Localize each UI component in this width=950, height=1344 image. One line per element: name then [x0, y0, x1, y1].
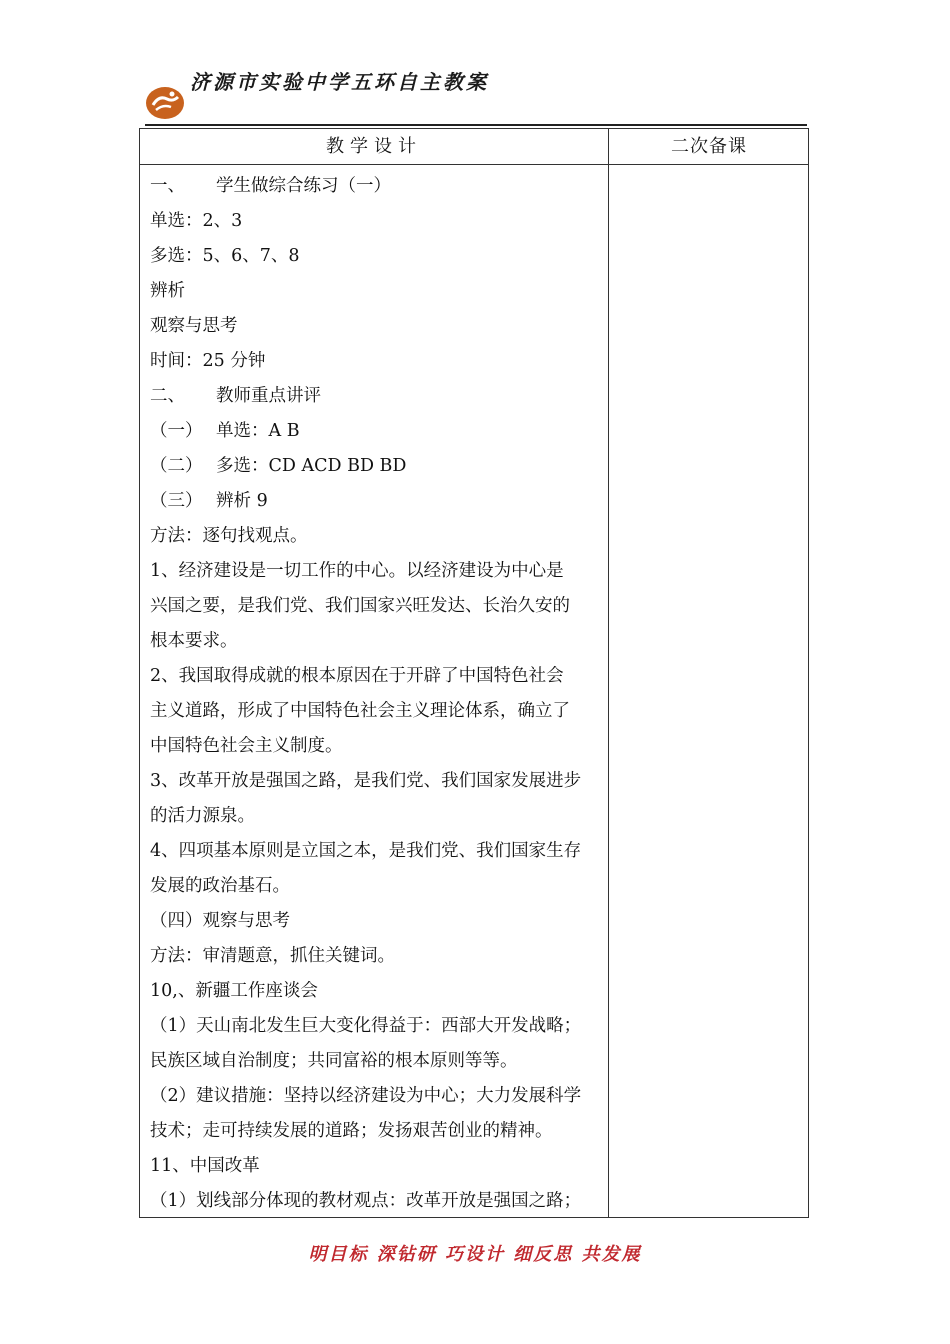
- text-line: 3、改革开放是强国之路，是我们党、我们国家发展进步: [150, 771, 582, 791]
- column-header-teaching-design: 教学设计: [326, 136, 422, 157]
- column-header-second-preparation: 二次备课: [671, 136, 747, 157]
- text-line: 兴国之要，是我们党、我们国家兴旺发达、长治久安的: [150, 596, 570, 616]
- document-header-title: 济源市实验中学五环自主教案: [190, 70, 489, 94]
- column-divider: [608, 129, 609, 1217]
- section-number: 一、: [150, 176, 185, 196]
- text-line: 1、经济建设是一切工作的中心。以经济建设为中心是: [150, 561, 564, 581]
- text-line: 4、四项基本原则是立国之本，是我们党、我们国家生存: [150, 841, 582, 861]
- section-heading-1: [150, 169, 602, 204]
- teaching-design-content: [150, 169, 602, 1219]
- section-title: 学生做综合练习（一）: [216, 176, 391, 196]
- text-line: 民族区域自治制度；共同富裕的根本原则等等。: [150, 1051, 518, 1071]
- subsection-text: 多选：CD ACD BD BD: [216, 456, 407, 476]
- text-line: （1）天山南北发生巨大变化得益于：西部大开发战略；: [150, 1016, 582, 1036]
- text-line: 10,、新疆工作座谈会: [150, 981, 318, 1001]
- table-header-row: [140, 129, 808, 165]
- text-line: （1）划线部分体现的教材观点：改革开放是强国之路；: [150, 1191, 582, 1211]
- text-line: 方法：逐句找观点。: [150, 526, 308, 546]
- text-line: 方法：审清题意，抓住关键词。: [150, 946, 395, 966]
- text-line: 中国特色社会主义制度。: [150, 736, 343, 756]
- subsection-1: [150, 414, 602, 449]
- text-line: 发展的政治基石。: [150, 876, 290, 896]
- text-line: 时间：25 分钟: [150, 351, 266, 371]
- subsection-2: [150, 449, 602, 484]
- text-line: 多选：5、6、7、8: [150, 246, 300, 266]
- section-heading-2: [150, 379, 602, 414]
- subsection-text: 辨析 9: [216, 491, 268, 511]
- text-line: （四）观察与思考: [150, 911, 290, 931]
- text-line: 单选：2、3: [150, 211, 243, 231]
- text-line: 观察与思考: [150, 316, 238, 336]
- text-line: 主义道路，形成了中国特色社会主义理论体系，确立了: [150, 701, 570, 721]
- subsection-3: [150, 484, 602, 519]
- text-line: 根本要求。: [150, 631, 238, 651]
- header-rule: [145, 124, 807, 126]
- text-line: 辨析: [150, 281, 185, 301]
- text-line: 的活力源泉。: [150, 806, 255, 826]
- footer-motto: 明目标 深钻研 巧设计 细反思 共发展: [308, 1244, 642, 1265]
- school-logo-icon: [145, 86, 185, 120]
- section-title: 教师重点讲评: [216, 386, 321, 406]
- text-line: 技术；走可持续发展的道路；发扬艰苦创业的精神。: [150, 1121, 553, 1141]
- text-line: （2）建议措施：坚持以经济建设为中心；大力发展科学: [150, 1086, 582, 1106]
- text-line: 11、中国改革: [150, 1156, 260, 1176]
- section-number: 二、: [150, 386, 185, 406]
- subsection-number: （三）: [150, 491, 203, 511]
- subsection-number: （一）: [150, 421, 203, 441]
- subsection-number: （二）: [150, 456, 203, 476]
- text-line: 2、我国取得成就的根本原因在于开辟了中国特色社会: [150, 666, 564, 686]
- subsection-text: 单选：A B: [216, 421, 300, 441]
- lesson-plan-table: [139, 128, 809, 1218]
